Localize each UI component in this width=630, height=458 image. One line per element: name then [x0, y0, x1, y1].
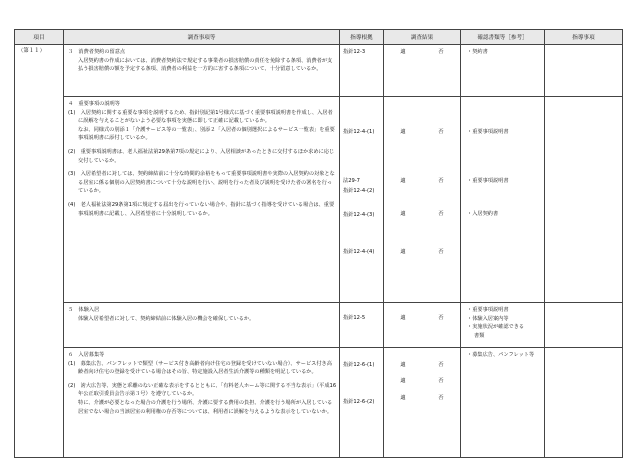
item-cell	[15, 97, 64, 303]
doc-item: ・重要事項説明書	[467, 307, 509, 313]
item-cell	[15, 45, 64, 97]
header-result: 調査結果	[384, 30, 461, 45]
content-cell	[64, 45, 340, 97]
result-cell	[384, 97, 461, 303]
doc-item: ・重要事項説明書	[467, 177, 509, 184]
table-row	[15, 45, 623, 97]
doc-item: ・体験入居案内等	[467, 315, 509, 322]
section-body: 入居契約書の作成においては、消費者契約法で規定する事業者の損害賠償の責任を免除する条項、消費者が支払う損害賠償の額を予定する条項、消費者の利益を一方的に害する条項について、十分留意しているか。	[78, 57, 333, 73]
doc-item: ・契約書	[467, 49, 488, 55]
result-yes[interactable]: 適	[400, 248, 406, 255]
result-cell	[384, 45, 461, 97]
sub-item-4	[68, 201, 337, 218]
item-cell	[15, 303, 64, 348]
basis-ref: 指針12-3	[343, 49, 366, 55]
table-row	[15, 348, 623, 458]
basis-cell	[340, 97, 384, 303]
sub-label: (1)	[68, 360, 76, 367]
sub-text: 老人福祉法第29条第1項に規定する届出を行っていない場合や、指針に基づく指導を受けている場合は、重要事項説明書に記載し、入居希望者に十分説明しているか。	[78, 201, 335, 217]
sub-item-3	[68, 170, 337, 196]
basis-ref: 指針12-6-(1)	[343, 362, 375, 368]
guidance-cell	[545, 45, 623, 97]
result-cell	[384, 303, 461, 348]
section-title: ６ 入居募集等	[68, 352, 105, 358]
result-yes[interactable]: 適	[400, 315, 406, 321]
basis-cell	[340, 303, 384, 348]
section-title: ３ 消費者契約の留意点	[68, 49, 126, 55]
inspection-table	[14, 29, 623, 458]
header-docs: 確認書類等［参考］	[461, 30, 545, 45]
basis-ref: 指針12-4-(4)	[343, 249, 375, 256]
result-yes[interactable]: 適	[400, 362, 406, 368]
item-label: （第１１）	[18, 48, 45, 54]
basis-ref: 法29-7	[343, 177, 360, 184]
sub-label: (2)	[68, 148, 76, 155]
guidance-cell	[545, 97, 623, 303]
sub-item-2	[68, 382, 337, 399]
section-title: ４ 重要事項の説明等	[68, 101, 120, 107]
result-no[interactable]: 否	[438, 248, 444, 255]
header-item: 項目	[15, 30, 64, 45]
result-no[interactable]: 否	[438, 129, 444, 135]
docs-cell	[461, 303, 545, 348]
result-no[interactable]: 否	[438, 362, 444, 368]
result-yes[interactable]: 適	[400, 129, 406, 135]
result-yes[interactable]: 適	[400, 211, 406, 218]
sub-text: 入居契約に関する重要な事項を説明するため、指針別記第1号様式に基づく重要事項説明書を作成し、入居者に誤解を与えることがないよう必要な事項を実態に即して正確に記載しているか。	[78, 109, 333, 125]
guidance-cell	[545, 348, 623, 458]
docs-cell	[461, 45, 545, 97]
sub-text: 募集広告、パンフレットで類型（サービス付き高齢者向け住宅の登録を受けていない場合）、サービス付き高齢者向け住宅の登録を受けている場合はその旨、特定施設入居者生活介護等の種類を明記しているか。	[78, 360, 332, 376]
basis-ref: 指針12-4-(1)	[343, 129, 375, 135]
docs-cell	[461, 97, 545, 303]
result-cell	[384, 348, 461, 458]
guidance-cell	[545, 303, 623, 348]
result-yes[interactable]: 適	[400, 177, 406, 184]
result-no[interactable]: 否	[438, 211, 444, 218]
content-cell	[64, 303, 340, 348]
basis-ref: 指針12-4-(3)	[343, 211, 375, 218]
sub-item-1	[68, 360, 337, 377]
table-header-row	[15, 30, 623, 45]
result-no[interactable]: 否	[438, 377, 444, 384]
table-row	[15, 303, 623, 348]
item-cell	[15, 348, 64, 458]
section-title: ５ 体験入居	[68, 307, 100, 313]
result-no[interactable]: 否	[438, 49, 444, 55]
sub-note: なお、同様式の別添１「介護サービス等の一覧表」、別添２「入居者の個別選択によるサービス一覧表」を重要事項説明書に添付しているか。	[78, 126, 335, 142]
header-guidance: 指導事項	[545, 30, 623, 45]
header-basis: 指導根拠	[340, 30, 384, 45]
content-cell	[64, 97, 340, 303]
result-yes[interactable]: 適	[400, 49, 406, 55]
content-cell	[64, 348, 340, 458]
basis-ref: 指針12-6-(2)	[343, 398, 375, 405]
sub-label: (3)	[68, 171, 76, 178]
doc-item: ・実施状況が確認できる	[467, 324, 525, 331]
result-yes[interactable]: 適	[400, 377, 406, 384]
table-row	[15, 97, 623, 303]
sub-text: 重要事項説明書は、老人福祉法第29条第7項の規定により、入居相談があったときに交付するほか求めに応じ交付しているか。	[78, 148, 335, 164]
sub-text: 入居希望者に対しては、契約締結前に十分な時間的余裕をもって重要事項説明書や実際の入居契約の対象となる居室に係る個別の入居契約書について十分な説明を行い、説明を行った者及び説明を受けた者の署名を行っているか。	[78, 171, 335, 195]
section-body: 体験入居希望者に対して、契約締結前に体験入居の機会を確保しているか。	[78, 315, 255, 322]
sub-label: (2)	[68, 382, 76, 389]
doc-item: ・入居契約書	[467, 211, 499, 218]
sub-label: (4)	[68, 201, 76, 208]
sub-item-2	[68, 148, 337, 165]
docs-cell	[461, 348, 545, 458]
doc-item: ・募集広告、パンフレット等	[467, 352, 535, 358]
basis-cell	[340, 45, 384, 97]
result-no[interactable]: 否	[438, 177, 444, 184]
sub-text: 誇大広告等、実態と乖離のない正確な表示をするとともに、「有料老人ホーム等に関する不当な表示」（平成16年公正取引委員会告示第３号）を遵守しているか。	[78, 382, 337, 398]
basis-ref: 指針12-4-(2)	[343, 188, 375, 195]
header-content: 調査事項等	[64, 30, 340, 45]
result-no[interactable]: 否	[438, 315, 444, 321]
result-yes[interactable]: 適	[400, 395, 406, 402]
result-no[interactable]: 否	[438, 395, 444, 402]
sub-label: (1)	[68, 109, 76, 116]
sub-note: 特に、介護が必要となった場合の介護を行う場所、介護に要する費用の負担、介護を行う場所が入居している居室でない場合の当該居室の利用権の存否等については、利用者に誤解を与えるような表示をしていないか。	[78, 399, 333, 415]
basis-cell	[340, 348, 384, 458]
doc-item: ・重要事項説明書	[467, 129, 509, 135]
basis-ref: 指針12-5	[343, 315, 366, 321]
sub-item-1	[68, 109, 337, 126]
doc-item: 書類	[474, 332, 485, 339]
